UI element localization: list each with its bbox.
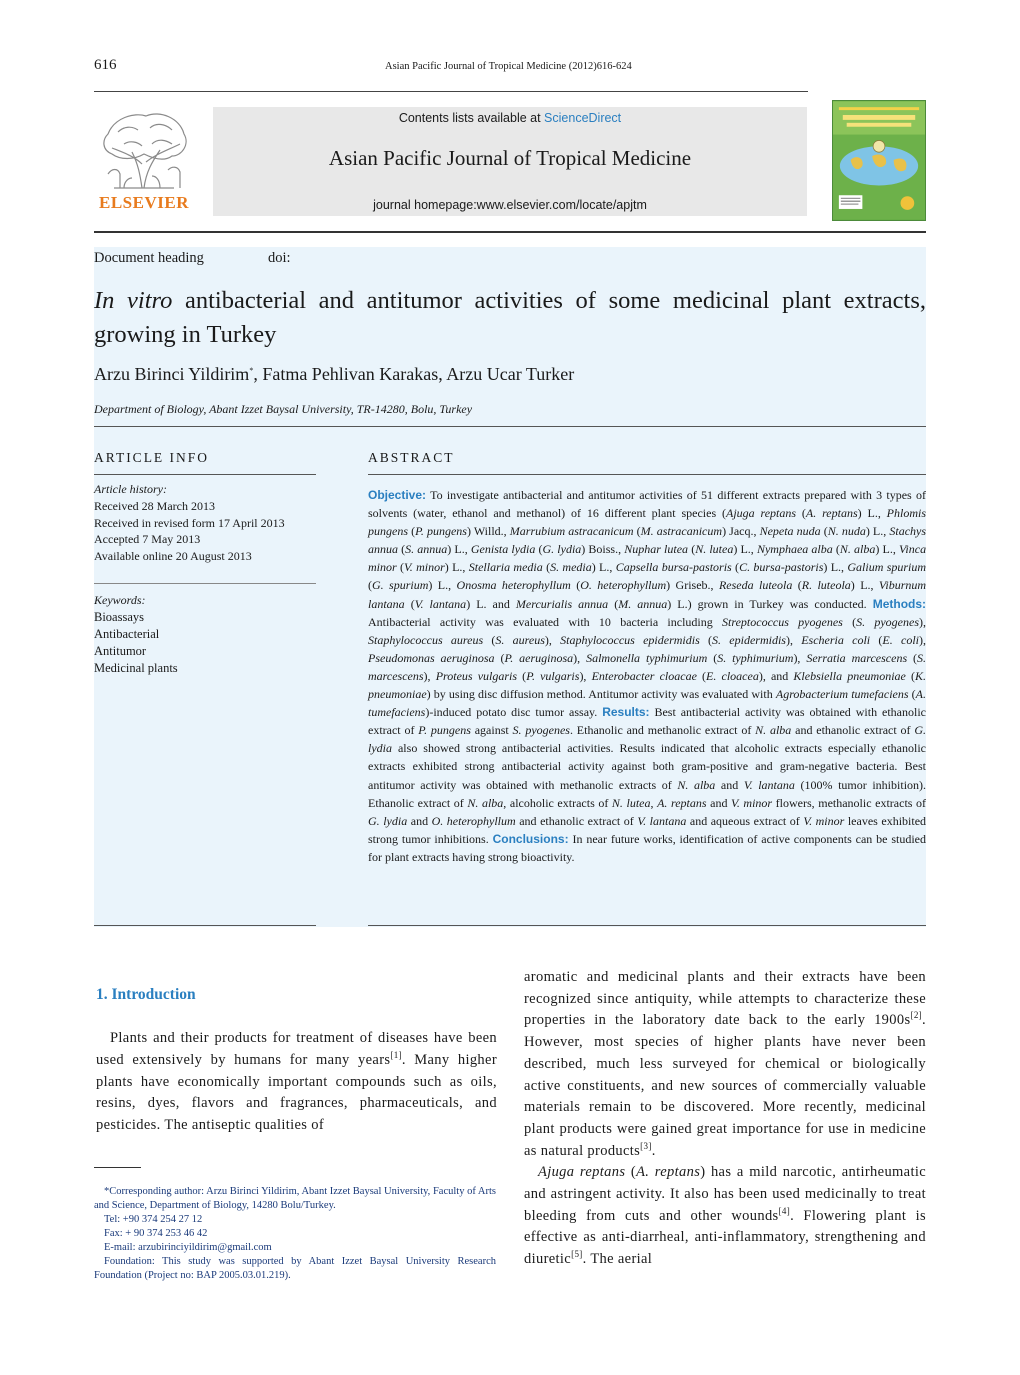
authors-rest: , Fatma Pehlivan Karakas, Arzu Ucar Turker [253,364,575,384]
history-item: Available online 20 August 2013 [94,548,252,563]
intro-paragraph: Ajuga reptans (A. reptans) has a mild narcotic, antirheumatic and astringent activity. It also has been used medicinally to treat bleeding from cuts and other wounds[4]. Flowering plant is effective as anti-diarrheal, anti-inflammatory, strengthening and diuretic[5]. The aerial [524,1164,926,1268]
keywords-list [94,609,178,677]
affiliation: Department of Biology, Abant Izzet Baysal University, TR-14280, Bolu, Turkey [94,402,473,416]
abstract-heading: ABSTRACT [368,450,455,465]
history-item: Received in revised form 17 April 2013 [94,515,285,530]
footnotes [94,1185,496,1283]
article-history-label: Article history: [94,482,167,496]
article-info-divider-bottom [94,925,316,926]
introduction-column-left [96,1028,497,1137]
objective-label: Objective: [368,488,427,502]
journal-title: Asian Pacific Journal of Tropical Medicine [328,146,692,170]
tel-note: Tel: +90 374 254 27 12 [104,1214,203,1225]
journal-cover-image [832,100,926,221]
contents-line [213,111,807,125]
intro-text: Plants and their products for treatment of diseases have been used extensively by humans for many years [96,1030,497,1068]
header-divider [94,91,808,92]
conclusions-label: Conclusions: [492,831,569,846]
abstract-divider-bottom [368,925,926,926]
abstract-body: Objective: To investigate antibacterial and antitumor activities of 51 different extracts prepared with 3 types of solvents (water, ethanol and methanol) of 16 different plant species (Ajuga reptans (A. reptans) L., Phlomis pungens (P. pungens) Willd., Marrubium astracanicum (M. astracanicum) Jacq., Nepeta nuda (N. nuda) L., Stachys annua (S. annua) L., Genista lydia (G. lydia) Boiss., Nuphar lutea (N. lutea) L., Nymphaea alba (N. alba) L., Vinca minor (V. minor) L., Stellaria media (S. media) L., Capsella bursa-pastoris (C. bursa-pastoris) L., Galium spurium (G. spurium) L., Onosma heterophyllum (O. heterophyllum) Griseb., Reseda luteola (R. luteola) L., Viburnum lantana (V. lantana) L. and Mercurialis annua (M. annua) L.) grown in Turkey was conducted. Methods: Antibacterial activity was evaluated with 10 bacteria including Streptococcus pyogenes (S. pyogenes), Staphylococcus aureus (S. aureus), Staphylococcus epidermidis (S. epidermidis), Escheria coli (E. coli), Pseudomonas aeruginosa (P. aeruginosa), Salmonella typhimurium (S. typhimurium), Serratia marcescens (S. marcescens), Proteus vulgaris (P. vulgaris), Enterobacter cloacae (E. cloacea), and Klebsiella pneumoniae (K. pneumoniae) by using disc diffusion method. Antitumor activity was evaluated with Agrobacterium tumefaciens (A. tumefaciens)-induced potato disc tumor assay. Results: Best antibacterial activity was obtained with ethanolic extract of P. pungens against S. pyogenes. Ethanolic and methanolic extract of N. alba and ethanolic extract of G. lydia also showed strong antibacterial activities. Results indicated that alcoholic extracts especially ethanolic extracts exhibited strong antibacterial activity against both gram-positive and gram-negative bacteria. Best antitumor activity was obtained with methanolic extracts of N. alba and V. lantana (100% tumor inhibition). Ethanolic extract of N. alba, alcoholic extracts of N. lutea, A. reptans and V. minor flowers, methanolic extracts of G. lydia and O. heterophyllum and ethanolic extract of V. lantana and aqueous extract of V. minor leaves exhibited strong tumor inhibitions. Conclusions: In near future works, identification of active components can be studied for plant extracts having strong bioactivity. [368,488,927,864]
footnote-divider [94,1167,141,1168]
sciencedirect-link[interactable]: ScienceDirect [544,111,622,125]
keyword-item: Bioassays [94,610,144,624]
article-info-heading: ARTICLE INFO [94,450,210,465]
article-info-divider-mid [94,583,316,584]
species-name: Ajuga reptans [538,1164,626,1181]
keyword-item: Antitumor [94,644,147,658]
citation-ref[interactable]: [3] [640,1140,652,1151]
title-rest: antibacterial and antitumor activities of some medicinal plant extracts, growing in Turkey [94,287,926,348]
intro-text: . Many higher plants have economically important compounds such as oils, resins, dyes, flavors and fragrances, pharmaceuticals, and pesticides. The antiseptic qualities of [96,1051,497,1134]
citation-ref[interactable]: [4] [778,1205,791,1216]
history-item: Accepted 7 May 2013 [94,532,201,546]
journal-homepage-link[interactable]: journal homepage:www.elsevier.com/locate/apjtm [373,198,647,212]
keyword-item: Antibacterial [94,627,160,641]
running-head: Asian Pacific Journal of Tropical Medicine (2012)616-624 [385,61,632,72]
species-abbreviation: A. reptans [636,1164,701,1181]
contents-prefix: Contents lists available at [398,111,545,125]
document-heading-label: Document heading [94,250,204,266]
intro-text: . Flowering plant is effective as anti-diarrheal, anti-inflammatory, strengthening and diuretic [524,1207,926,1268]
article-title [94,284,926,352]
intro-text: . The aerial [582,1251,653,1268]
foundation-note: Foundation: This study was supported by Abant Izzet Baysal University Research Foundation (Project no: BAP 2005.03.01.219). [94,1256,496,1281]
introduction-column-right [524,967,926,1271]
keyword-item: Medicinal plants [94,661,178,675]
history-item: Received 28 March 2013 [94,499,215,513]
conclusions-text: In near future works, identification of active components can be studied for plant extracts having strong bioactivity. [368,831,926,864]
corresponding-author-note: *Corresponding author: Arzu Birinci Yildirim, Abant Izzet Baysal University, Faculty of Arts and Science, Department of Biology, 14280 Bolu/Turkey. [94,1186,496,1211]
article-info-divider-top [94,474,316,475]
intro-text: . However, most species of higher plants have never been described, much less surveyed for chemical or biologically active constituents, and new sources of commercially valuable materials remain to be discovered. More recently, medicinal plant products were gained great importance for use in medicine as natural products [524,1012,926,1159]
corresponding-mark: * [249,366,254,375]
intro-paragraph [96,1028,497,1137]
page-number: 616 [94,57,117,73]
title-italic-part: In vitro [94,287,173,314]
citation-ref[interactable]: [1] [390,1049,402,1060]
introduction-heading: 1. Introduction [96,986,196,1003]
email-note[interactable]: E-mail: arzubirinciyildirim@gmail.com [104,1242,272,1253]
doi-label: doi: [268,250,291,266]
citation-ref[interactable]: [2] [910,1010,923,1021]
header-bottom-divider [94,231,926,233]
fax-note: Fax: + 90 374 253 46 42 [104,1228,208,1239]
intro-text: has a mild narcotic, antirheumatic and astringent activity. It also has been used medicinally to treat bleeding from cuts and other wounds [524,1164,926,1224]
intro-paragraph: aromatic and medicinal plants and their extracts have been recognized since antiquity, while attempts to characterize these properties in the laboratory date back to the early 1900s[2]. However, most species of higher plants have never been described, much less surveyed for chemical or biologically active constituents, and new sources of commercially valuable materials remain to be discovered. More recently, medicinal plant products were gained great importance for use in medicine as natural products[3]. [524,969,926,1159]
author-first: Arzu Birinci Yildirim [94,364,250,384]
affiliation-divider [94,426,926,427]
author-list [94,364,574,385]
results-label: Results: [602,705,650,720]
elsevier-wordmark: ELSEVIER [99,193,189,212]
article-history-list [94,498,285,564]
abstract-divider-top [368,474,926,475]
keywords-label: Keywords: [94,593,146,607]
methods-label: Methods: [872,596,927,611]
citation-ref[interactable]: [5] [571,1249,583,1260]
intro-text: aromatic and medicinal plants and their extracts have been recognized since antiquity, while attempts to characterize these properties in the laboratory date back to the early 1900s [524,969,926,1029]
